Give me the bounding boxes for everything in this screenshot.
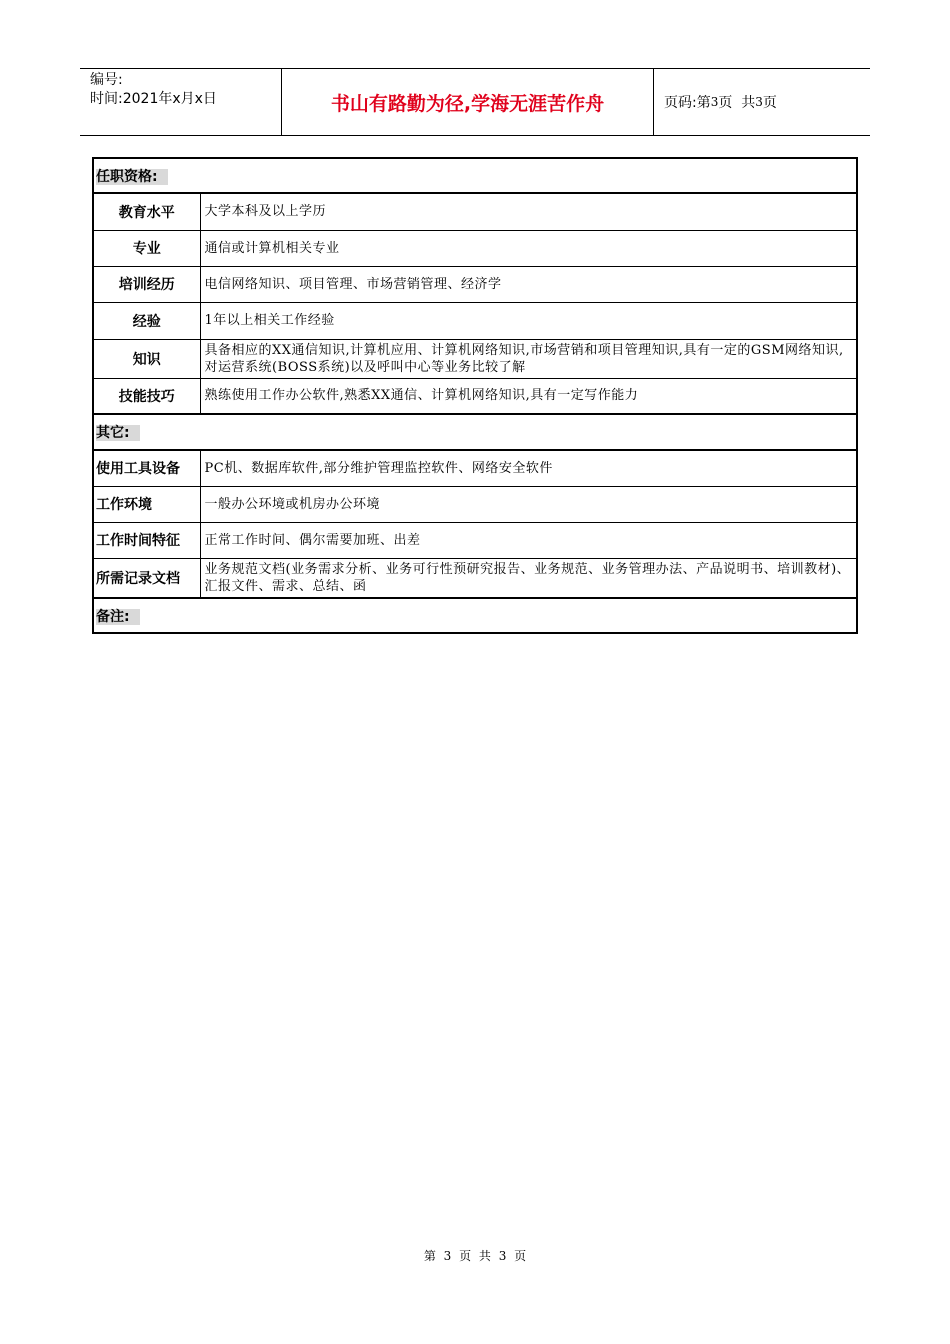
document-header xyxy=(80,68,870,136)
tools-label: 使用工具设备 xyxy=(93,450,200,486)
table-row xyxy=(93,378,857,414)
experience-label: 经验 xyxy=(93,302,200,339)
major-value: 通信或计算机相关专业 xyxy=(200,230,857,266)
work-time-value: 正常工作时间、偶尔需要加班、出差 xyxy=(200,522,857,558)
table-row xyxy=(93,193,857,230)
table-row xyxy=(93,522,857,558)
education-value: 大学本科及以上学历 xyxy=(200,193,857,230)
other-section-header xyxy=(93,414,857,450)
environment-value: 一般办公环境或机房办公环境 xyxy=(200,486,857,522)
skills-value: 熟练使用工作办公软件,熟悉XX通信、计算机网络知识,具有一定写作能力 xyxy=(200,378,857,414)
notes-section-row xyxy=(93,598,857,633)
table-row xyxy=(93,450,857,486)
notes-section-title: 备注: xyxy=(96,609,140,625)
time-label: 时间:2021年x月x日 xyxy=(90,91,217,107)
tools-value: PC机、数据库软件,部分维护管理监控软件、网络安全软件 xyxy=(200,450,857,486)
qualifications-section-header xyxy=(93,158,857,193)
training-value: 电信网络知识、项目管理、市场营销管理、经济学 xyxy=(200,266,857,302)
other-section-row xyxy=(93,414,857,450)
page-number: 3 xyxy=(710,95,719,109)
table-row xyxy=(93,558,857,598)
header-page-info xyxy=(654,69,870,135)
training-label: 培训经历 xyxy=(93,266,200,302)
notes-section-header xyxy=(93,598,857,633)
page-total: 3 xyxy=(755,95,763,109)
header-meta xyxy=(80,69,282,135)
other-section-title: 其它: xyxy=(96,425,140,441)
skills-label: 技能技巧 xyxy=(93,378,200,414)
header-motto: 书山有路勤为径,学海无涯苦作舟 xyxy=(282,69,654,135)
page-prefix: 页码:第 xyxy=(664,95,711,111)
education-label: 教育水平 xyxy=(93,193,200,230)
page-suffix: 页 xyxy=(762,95,777,111)
knowledge-label: 知识 xyxy=(93,339,200,378)
table-row xyxy=(93,486,857,522)
table-row xyxy=(93,339,857,378)
documents-label: 所需记录文档 xyxy=(93,558,200,598)
table-row xyxy=(93,230,857,266)
major-label: 专业 xyxy=(93,230,200,266)
page-mid: 页 共 xyxy=(718,95,756,111)
environment-label: 工作环境 xyxy=(93,486,200,522)
table-row xyxy=(93,302,857,339)
work-time-label: 工作时间特征 xyxy=(93,522,200,558)
job-requirements-table xyxy=(92,157,858,634)
page-footer: 第 3 页 共 3 页 xyxy=(423,1249,527,1263)
documents-value: 业务规范文档(业务需求分析、业务可行性预研究报告、业务规范、业务管理办法、产品说明书、培训教材)、汇报文件、需求、总结、函 xyxy=(200,558,857,598)
qualifications-section-title: 任职资格: xyxy=(96,169,168,185)
table-row xyxy=(93,266,857,302)
experience-value: 1年以上相关工作经验 xyxy=(200,302,857,339)
qualifications-section-row xyxy=(93,158,857,193)
code-label: 编号: xyxy=(90,72,123,88)
knowledge-value: 具备相应的XX通信知识,计算机应用、计算机网络知识,市场营销和项目管理知识,具有一定的GSM网络知识,对运营系统(BOSS系统)以及呼叫中心等业务比较了解 xyxy=(200,339,857,378)
